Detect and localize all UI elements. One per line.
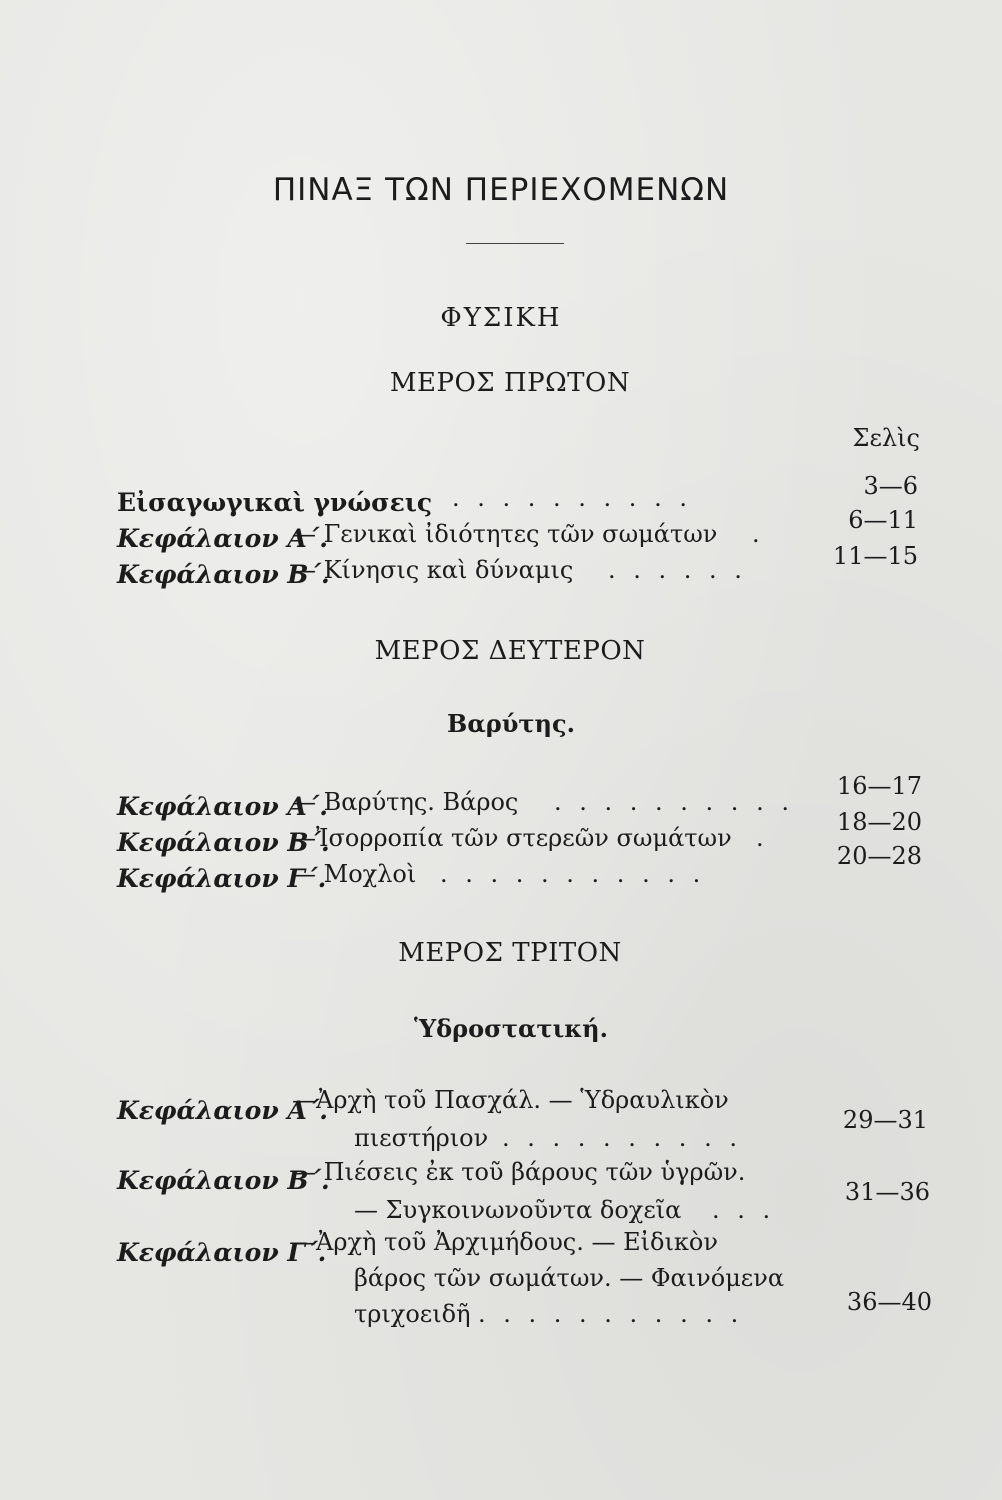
leader-dots: . . . . . . . . . . . bbox=[440, 860, 706, 888]
part-three-heading: ΜΕΡΟΣ ΤΡΙΤΟΝ bbox=[398, 938, 622, 968]
entry-continuation: τριχοειδῆ bbox=[354, 1300, 471, 1328]
entry-label: Κεφάλαιον Α΄. bbox=[117, 524, 328, 553]
page-range: 18—20 bbox=[836, 808, 922, 836]
entry-label: Κεφάλαιον Β΄. bbox=[117, 828, 330, 857]
entry-text: — Κίνησις καὶ δύναμις bbox=[292, 556, 574, 584]
entry-text: — Βαρύτης. Βάρος bbox=[292, 788, 519, 816]
page-range: 20—28 bbox=[836, 842, 922, 870]
entry-label: Κεφάλαιον Β΄. bbox=[117, 1166, 330, 1195]
entry-text: — Πιέσεις ἐκ τοῦ βάρους τῶν ὑγρῶν. bbox=[292, 1158, 746, 1186]
page-range: 3—6 bbox=[863, 472, 918, 500]
page-range: 16—17 bbox=[836, 772, 922, 800]
entry-label: Κεφάλαιον Β΄. bbox=[117, 560, 330, 589]
part-three-subheading: Ὑδροστατική. bbox=[414, 1014, 608, 1043]
entry-continuation: — Συγκοινωνοῦντα δοχεῖα bbox=[354, 1196, 682, 1224]
leader-dots: . . . . . . . . . . bbox=[554, 788, 794, 816]
entry-text: — Γενικαὶ ἰδιότητες τῶν σωμάτων bbox=[292, 520, 718, 548]
leader-dots: . . . . . . . . . . bbox=[452, 484, 692, 512]
leader-dots: . . . bbox=[712, 1196, 776, 1224]
entry-text: — Μοχλοὶ bbox=[292, 860, 417, 888]
page-range: 6—11 bbox=[848, 506, 918, 534]
page-range: 31—36 bbox=[844, 1178, 930, 1206]
entry-label: Κεφάλαιον Α΄. bbox=[117, 792, 328, 821]
entry-text: —Ἰσορροπία τῶν στερεῶν σωμάτων bbox=[292, 824, 732, 852]
leader-dots: . bbox=[756, 824, 769, 852]
page-range: 36—40 bbox=[846, 1288, 932, 1316]
leader-dots: . . . . . . . . . . bbox=[502, 1124, 742, 1152]
entry-label: Κεφάλαιον Γ΄. bbox=[117, 1238, 327, 1267]
leader-dots: . bbox=[752, 520, 765, 548]
part-one-heading: ΜΕΡΟΣ ΠΡΩΤΟΝ bbox=[389, 368, 631, 398]
entry-continuation: πιεστήριον bbox=[354, 1124, 489, 1152]
page-range: 11—15 bbox=[832, 542, 918, 570]
entry-label: Κεφάλαιον Γ΄. bbox=[117, 864, 327, 893]
part-two-heading: ΜΕΡΟΣ ΔΕΥΤΕΡΟΝ bbox=[374, 636, 646, 666]
part-two-subheading: Βαρύτης. bbox=[447, 709, 575, 738]
page-title: ΠΙΝΑΞ ΤΩΝ ΠΕΡΙΕΧΟΜΕΝΩΝ bbox=[272, 172, 730, 208]
leader-dots: . . . . . . bbox=[608, 556, 747, 584]
entry-text: —Ἀρχὴ τοῦ Ἀρχιμήδους. — Εἰδικὸν bbox=[292, 1228, 718, 1256]
entry-label: Εἰσαγωγικαὶ γνώσεις bbox=[117, 488, 433, 517]
page-range: 29—31 bbox=[842, 1106, 928, 1134]
subject-heading: ΦΥΣΙΚΗ bbox=[440, 303, 562, 333]
leader-dots: . . . . . . . . . . . bbox=[478, 1300, 744, 1328]
title-rule bbox=[466, 243, 564, 244]
entry-label: Κεφάλαιον Α΄. bbox=[117, 1096, 328, 1125]
pages-column-header: Σελὶς bbox=[852, 424, 920, 452]
entry-text: —Ἀρχὴ τοῦ Πασχάλ. — Ὑδραυλικὸν bbox=[292, 1086, 729, 1114]
entry-continuation: βάρος τῶν σωμάτων. — Φαινόμενα bbox=[354, 1264, 785, 1292]
